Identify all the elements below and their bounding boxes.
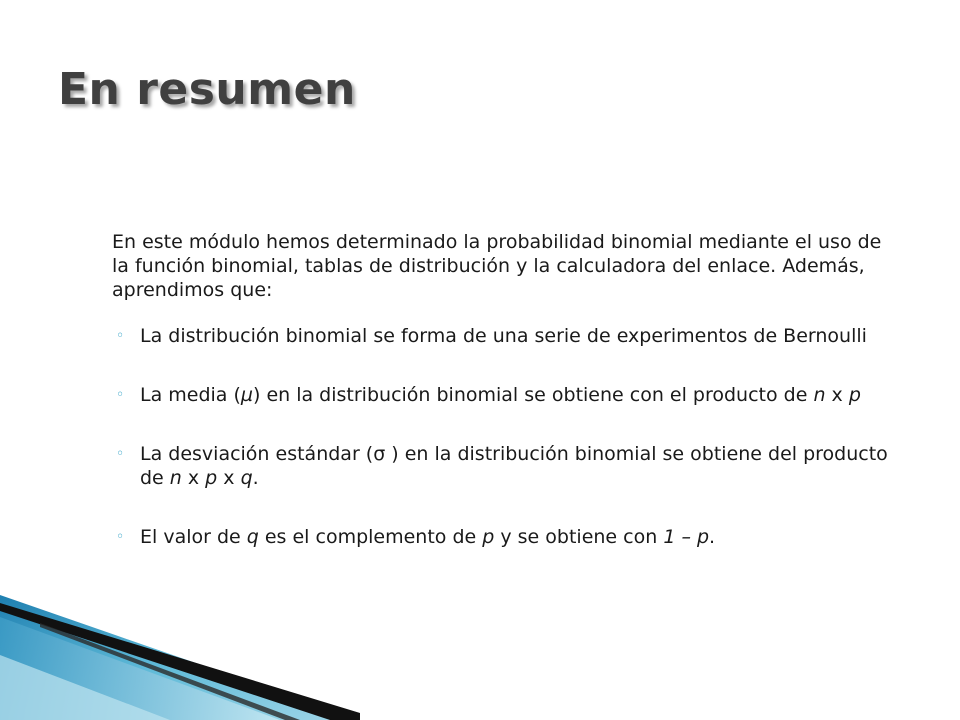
slide-title: En resumen xyxy=(58,64,356,115)
var-n: n xyxy=(169,467,182,489)
slide-body xyxy=(112,230,902,549)
bullet-item-mean xyxy=(112,383,902,407)
bullet-item-q-value xyxy=(112,525,902,549)
bullet-text: La desviación estándar (σ ) en la distribución binomial se obtiene del producto de xyxy=(140,443,888,489)
bullet-list xyxy=(112,324,902,549)
bullet-text: y se obtiene con xyxy=(494,526,664,548)
bullet-text: El valor de xyxy=(140,526,247,548)
bullet-marker-icon: ◦ xyxy=(116,446,125,462)
formula-text: 1 – p xyxy=(663,526,710,548)
mu-symbol: µ xyxy=(240,384,253,406)
var-q: q xyxy=(240,467,253,489)
var-q: q xyxy=(246,526,259,548)
bullet-marker-icon: ◦ xyxy=(116,328,125,344)
bullet-text: ) en la distribución binomial se obtiene con el producto de xyxy=(253,384,814,406)
bullet-item-bernoulli xyxy=(112,324,902,348)
bullet-item-std-dev xyxy=(112,442,902,490)
bullet-text: La distribución binomial se forma de una serie de experimentos de Bernoulli xyxy=(140,325,867,347)
var-p: p xyxy=(848,384,861,406)
intro-paragraph: En este módulo hemos determinado la probabilidad binomial mediante el uso de la función binomial, tablas de distribución y la calculadora del enlace. Además, aprendimos que: xyxy=(112,231,882,301)
bullet-text: es el complemento de xyxy=(258,526,483,548)
bullet-marker-icon: ◦ xyxy=(116,529,125,545)
var-p: p xyxy=(482,526,495,548)
var-p: p xyxy=(205,467,218,489)
times-text: x xyxy=(181,467,206,489)
swoosh-decoration xyxy=(0,595,360,720)
var-n: n xyxy=(813,384,826,406)
times-text: x xyxy=(825,384,849,406)
bullet-text: . xyxy=(709,526,716,548)
bullet-text: . xyxy=(252,467,259,489)
bullet-marker-icon: ◦ xyxy=(116,387,125,403)
bullet-text: La media ( xyxy=(140,384,241,406)
times-text: x xyxy=(217,467,241,489)
